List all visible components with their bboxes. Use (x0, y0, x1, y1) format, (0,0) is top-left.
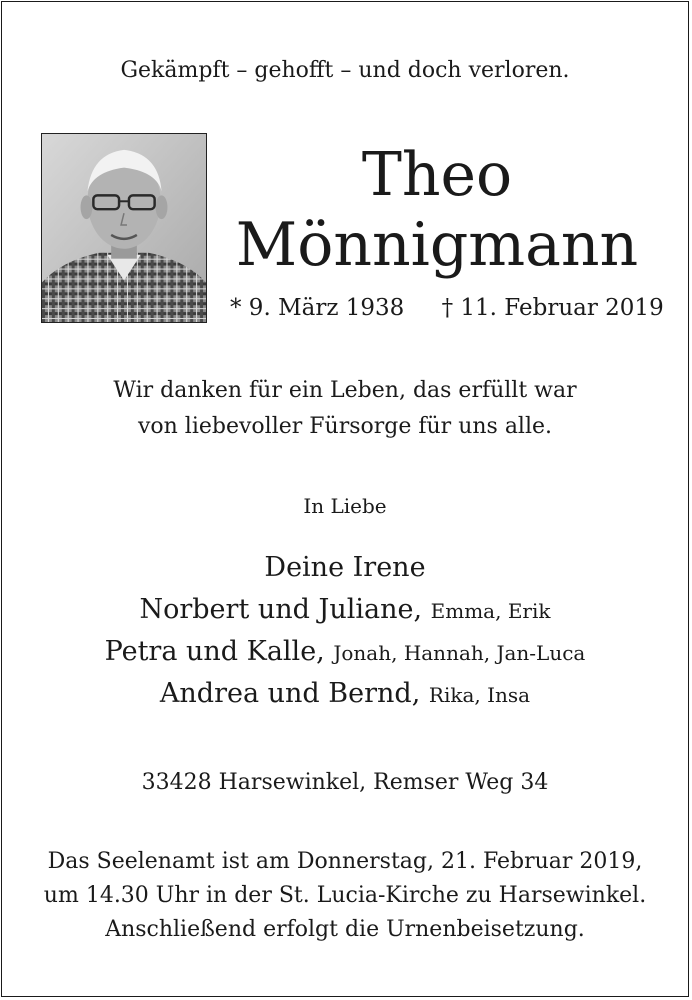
family-children: Rika, Insa (428, 683, 531, 707)
last-name: Mönnigmann (235, 210, 639, 280)
life-dates (230, 295, 664, 321)
obituary-notice (1, 1, 689, 997)
family-names: Norbert und Juliane, (139, 594, 423, 625)
death-date: † 11. Februar 2019 (441, 295, 664, 321)
family-names: Andrea und Bernd, (159, 678, 421, 709)
portrait-image (42, 134, 206, 322)
thanks-line-1: Wir danken für ein Leben, das erfüllt war (113, 378, 577, 403)
portrait-photo (41, 133, 207, 323)
family-children: Emma, Erik (430, 599, 551, 623)
first-name: Theo (361, 140, 513, 210)
family-line (2, 594, 688, 625)
service-line-1: Das Seelenamt ist am Donnerstag, 21. Februar 2019, (47, 849, 643, 874)
service-line-2: um 14.30 Uhr in der St. Lucia-Kirche zu Harsewinkel. (43, 883, 647, 908)
motto: Gekämpft – gehofft – und doch verloren. (120, 58, 570, 83)
address: 33428 Harsewinkel, Remser Weg 34 (141, 770, 549, 795)
thanks-line-2: von liebevoller Fürsorge für uns alle. (137, 414, 553, 439)
birth-date: * 9. März 1938 (230, 295, 405, 321)
family-names: Deine Irene (264, 552, 426, 583)
family-line (2, 636, 688, 667)
family-line (2, 552, 688, 583)
family-line (2, 678, 688, 709)
family-children: Jonah, Hannah, Jan-Luca (333, 641, 586, 665)
family-names: Petra und Kalle, (104, 636, 325, 667)
service-line-3: Anschließend erfolgt die Urnenbeisetzung. (105, 917, 585, 942)
in-love-heading: In Liebe (303, 494, 387, 518)
